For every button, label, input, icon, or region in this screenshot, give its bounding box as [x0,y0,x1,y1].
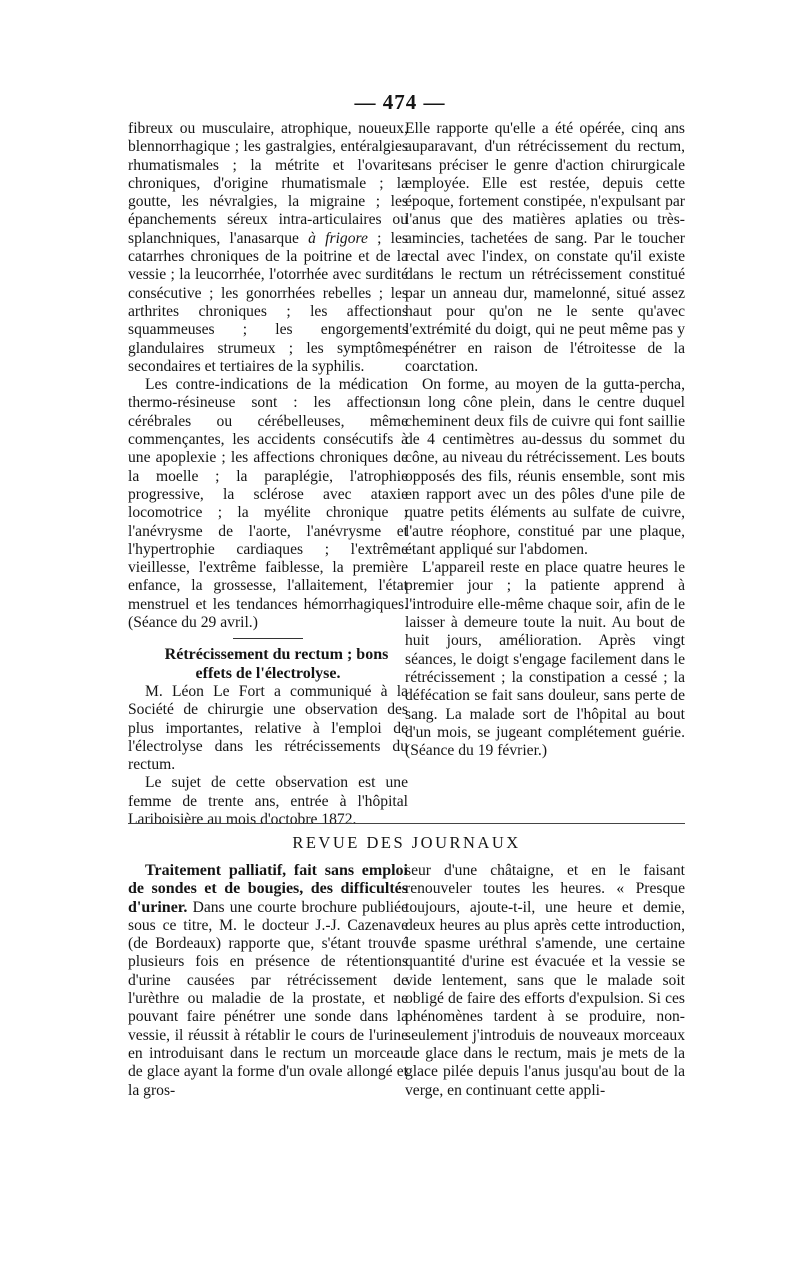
paragraph: seur d'une châtaigne, et en le faisant renouveler toutes les heures. « Presque toujours, ajoute-t-il, une heure et demie, deux heures au plus après cette introduction, le spasme uréthral s'amende, une certaine quantité d'urine est évacuée et la vessie se vide lentement, sans que le malade soit obligé de faire des efforts d'expulsion. Si ces phénomènes tardent à se produire, non-seulement j'introduis de nouveaux morceaux de glace dans le rectum, mais je mets de la glace pilée depuis l'anus jusqu'au bout de la verge, en continuant cette appli- [405,862,685,1099]
section-heading: REVUE DES JOURNAUX [292,833,521,852]
paragraph-text: ; les catarrhes chroniques de la poitrine et de la vessie ; la leucorrhée, l'otorrhée avec surdité consécutive ; les gonorrhées rebelles ; les arthrites chroniques ; les affections squammeuses ; les engorgements glandulaires strumeux ; les symptômes secondaires et tertiaires de la syphilis. [128,229,408,375]
paragraph [128,120,408,376]
column-top-right [405,120,685,760]
paragraph: Elle rapporte qu'elle a été opérée, cinq ans auparavant, d'un rétrécissement du rectum, sans préciser le genre d'action chirurgicale employée. Elle est restée, depuis cette époque, fortement constipée, n'expulsant par l'anus que des matières aplaties ou très-amincies, tachetées de sang. Par le toucher rectal avec l'index, on constate qu'il existe dans le rectum un rétrécissement constitué par un anneau dur, mamelonné, situé assez haut pour qu'on ne le sente qu'avec l'extrémité du doigt, qui ne peut même pas y pénétrer en raison de l'étroitesse de la coarctation. [405,120,685,375]
page-number: — 474 — [354,90,446,114]
paragraph-text: Dans une courte brochure publiée sous ce titre, M. le docteur J.-J. Cazenave (de Bordeaux) rapporte que, s'étant trouvé plusieurs fois en présence de rétentions d'urine causées par rétrécissement de l'urèthre ou maladie de la prostate, et ne pouvant faire pénétrer une sonde dans la vessie, il réussit à rétablir le cours de l'urine en introduisant dans le rectum un morceau de glace ayant la forme d'un ovale allongé et la gros- [128,898,408,1099]
paragraph [128,862,408,1100]
paragraph-text: fibreux ou musculaire, atrophique, noueux, blennorrhagique ; les gastralgies, entéralgies rhumatismales ; la métrite et l'ovarite chroniques, d'origine rhumatismale ; la goutte, les névralgies, la migraine ; les épanchements séreux intra-articulaires ou splanchniques, l'anasarque [128,120,408,247]
paragraph: L'appareil reste en place quatre heures le premier jour ; la patiente apprend à l'introduire elle-même chaque soir, afin de le laisser à demeure toute la nuit. Au bout de huit jours, amélioration. Après vingt séances, le doigt s'engage facilement dans le rétrécissement ; la constipation a cessé ; la défécation se fait sans douleur, sans perte de sang. La malade sort de l'hôpital au bout d'un mois, se jugeant complétement guérie. (Séance du 19 février.) [405,559,685,760]
separator-rule [233,638,303,639]
section-rule [128,823,685,824]
paragraph: Les contre-indications de la médication thermo-résineuse sont : les affections cérébrales ou cérébelleuses, même commençantes, les accidents consécutifs à une apoplexie ; les affections chroniques de la moelle ; la paraplégie, l'atrophie progressive, la sclérose avec ataxie locomotrice ; la myélite chronique ; l'anévrysme de l'aorte, l'anévrysme et l'hypertrophie cardiaques ; l'extrême vieillesse, l'extrême faiblesse, la première enfance, la grossesse, l'allaitement, l'état menstruel et les tendances hémorrhagiques. (Séance du 29 avril.) [128,376,408,632]
column-bottom-left [128,862,408,1100]
paragraph: Le sujet de cette observation est une femme de trente ans, entrée à l'hôpital Lariboisière au mois d'octobre 1872. [128,774,408,828]
article-title: Traitement palliatif, fait sans emploi de sondes et de bougies, des difficultés d'uriner. [128,862,408,916]
column-bottom-right [405,862,685,1100]
article-title: Rétrécissement du rectum ; bons effets de l'électrolyse. [164,646,389,682]
paragraph: On forme, au moyen de la gutta-percha, un long cône plein, dans le centre duquel cheminent deux fils de cuivre qui font saillie de 4 centimètres au-dessus du sommet du cône, au niveau du rétrécissement. Les bouts opposés des fils, réunis ensemble, sont mis en rapport avec un des pôles d'une pile de quatre petits éléments au sulfate de cuivre, l'autre réophore, constitué par une plaque, étant appliqué sur l'abdomen. [405,376,685,558]
italic-term: à frigore [308,229,368,247]
paragraph: M. Léon Le Fort a communiqué à la Société de chirurgie une observation des plus importantes, relative à l'emploi de l'électrolyse dans les rétrécissements du rectum. [128,682,408,774]
column-top-left [128,120,408,829]
